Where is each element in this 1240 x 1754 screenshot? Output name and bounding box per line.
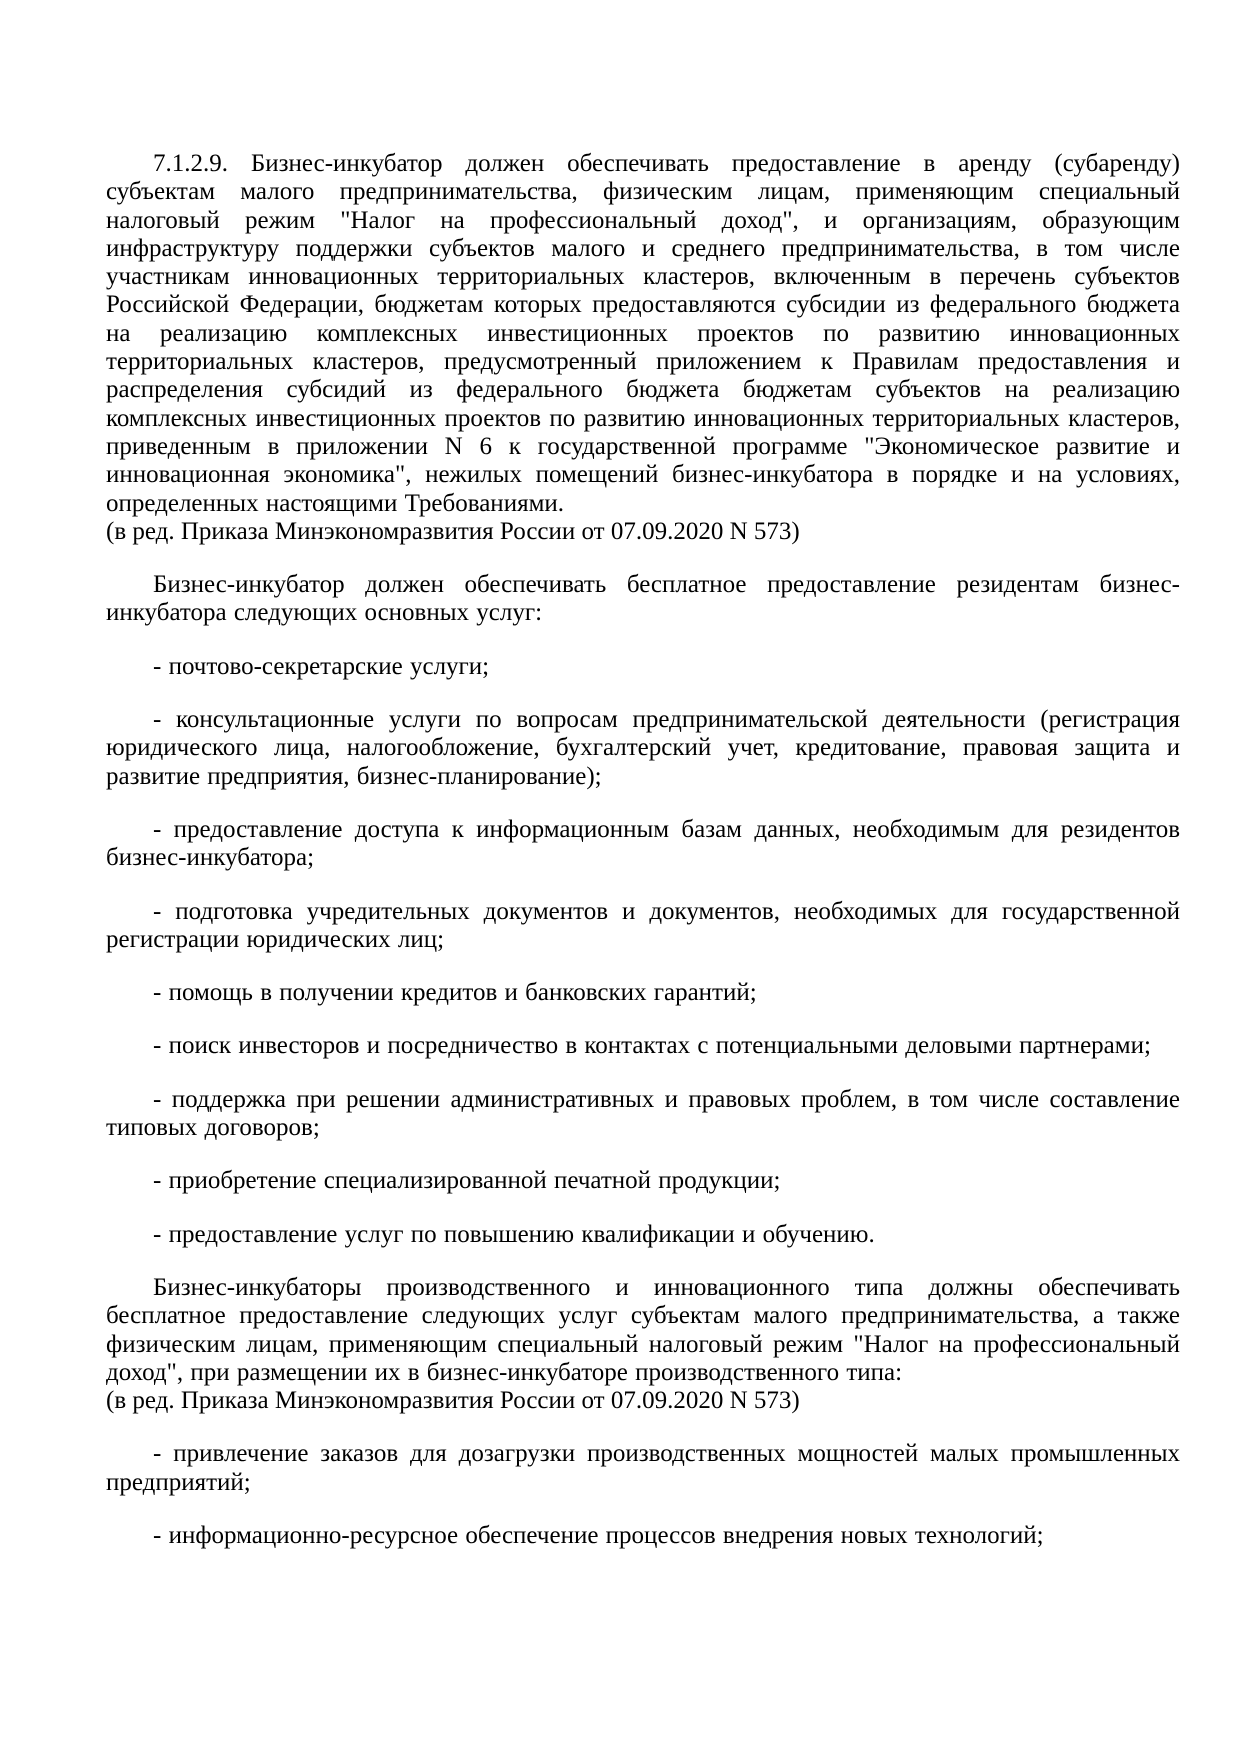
service-item: - приобретение специализированной печатной продукции; [153, 1167, 781, 1195]
production-service-item: - информационно-ресурсное обеспечение процессов внедрения новых технологий; [153, 1521, 1044, 1549]
production-incubator-paragraph: Бизнес-инкубаторы производственного и инновационного типа должны обеспечивать бесплатное предоставление следующих услуг субъектам малого предпринимательства, а также физическим лицам, применяющим специальный налоговый режим "Налог на профессиональный доход", при размещении их в бизнес-инкубаторе производственного типа: [106, 1273, 1180, 1386]
edition-note: (в ред. Приказа Минэкономразвития России от 07.09.2020 N 573) [106, 1387, 800, 1415]
production-service-item: - привлечение заказов для дозагрузки производственных мощностей малых промышленных предприятий; [106, 1440, 1180, 1496]
service-item: - поддержка при решении административных и правовых проблем, в том числе составление типовых договоров; [106, 1085, 1180, 1142]
service-item: - предоставление услуг по повышению квалификации и обучению. [153, 1220, 875, 1248]
service-item: - предоставление доступа к информационным базам данных, необходимым для резидентов бизнес-инкубатора; [106, 815, 1180, 872]
service-item: - почтово-секретарские услуги; [153, 652, 490, 680]
services-intro-paragraph: Бизнес-инкубатор должен обеспечивать бесплатное предоставление резидентам бизнес-инкубатора следующих основных услуг: [106, 571, 1180, 627]
service-item: - помощь в получении кредитов и банковских гарантий; [153, 979, 757, 1007]
service-item: - поиск инвесторов и посредничество в контактах с потенциальными деловыми партнерами; [153, 1032, 1151, 1060]
service-item: - консультационные услуги по вопросам предпринимательской деятельности (регистрация юридического лица, налогообложение, бухгалтерский учет, кредитование, правовая защита и развитие предприятия, бизнес-планирование); [106, 706, 1180, 790]
clause-paragraph: 7.1.2.9. Бизнес-инкубатор должен обеспечивать предоставление в аренду (субаренду) субъектам малого предпринимательства, физическим лицам, применяющим специальный налоговый режим "Налог на профессиональный доход", и организациям, образующим инфраструктуру поддержки субъектов малого и среднего предпринимательства, в том числе участникам инновационных территориальных кластеров, включенным в перечень субъектов Российской Федерации, бюджетам которых предоставляются субсидии из федерального бюджета на реализацию комплексных инвестиционных проектов по развитию инновационных территориальных кластеров, предусмотренный приложением к Правилам предоставления и распределения субсидий из федерального бюджета бюджетам субъектов на реализацию комплексных инвестиционных проектов по развитию инновационных территориальных кластеров, приведенным в приложении N 6 к государственной программе "Экономическое развитие и инновационная экономика", нежилых помещений бизнес-инкубатора в порядке и на условиях, определенных настоящими Требованиями. [106, 150, 1180, 517]
edition-note: (в ред. Приказа Минэкономразвития России от 07.09.2020 N 573) [106, 517, 800, 545]
service-item: - подготовка учредительных документов и документов, необходимых для государственной регистрации юридических лиц; [106, 897, 1180, 953]
